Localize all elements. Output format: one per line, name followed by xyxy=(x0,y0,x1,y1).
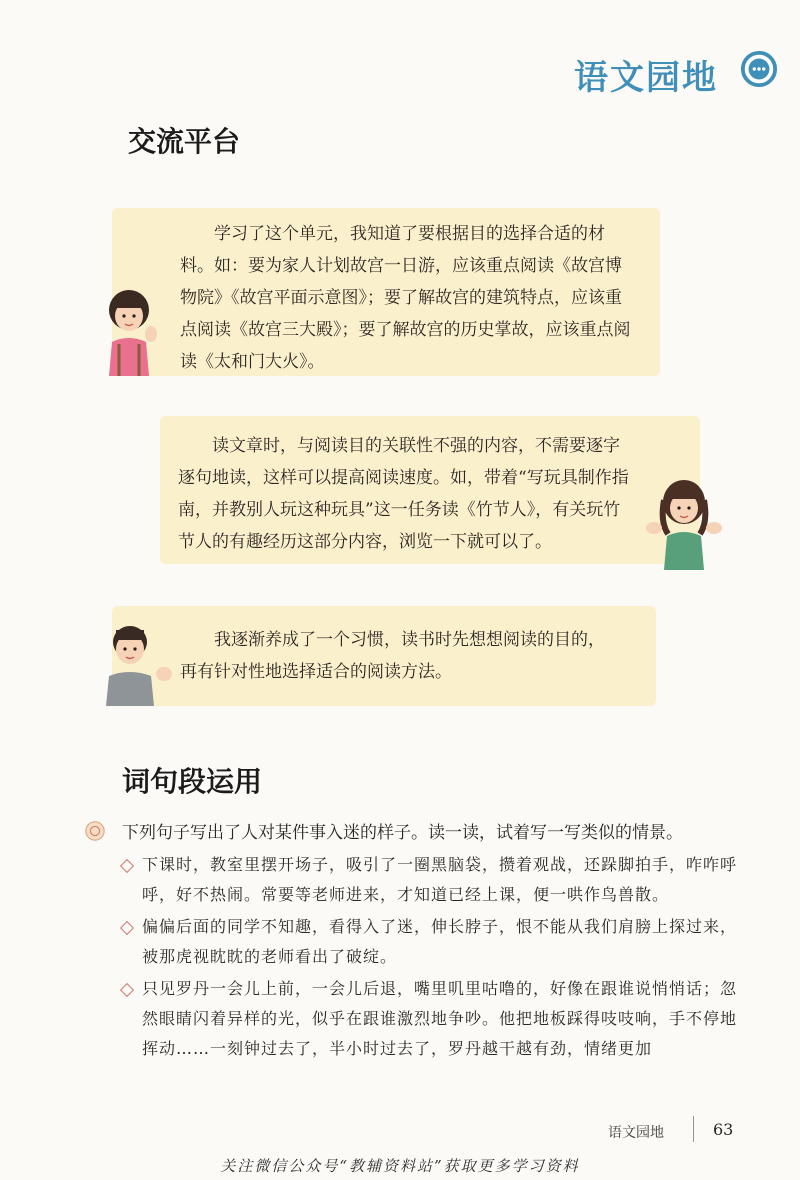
speech-panel-2 xyxy=(160,416,700,564)
speech-panel-3-text: 我逐渐养成了一个习惯，读书时先想想阅读的目的，再有针对性地选择适合的阅读方法。 xyxy=(180,630,605,682)
speech-panel-1-text: 学习了这个单元，我知道了要根据目的选择合适的材料。如：要为家人计划故宫一日游，应该重点阅读《故宫博物院》《故宫平面示意图》；要了解故宫的建筑特点，应该重点阅读《故宫三大殿》；要了解故宫的历史掌故，应该重点阅读《太和门大火》。 xyxy=(180,224,631,372)
example-list xyxy=(120,850,740,1066)
boy-avatar-icon xyxy=(100,620,176,706)
example-text-2: 偏偏后面的同学不知趣，看得入了迷，伸长脖子，恨不能从我们肩膀上探过来，被那虎视眈眈的老师看出了破绽。 xyxy=(142,917,738,966)
speech-bubble-icon xyxy=(740,50,778,88)
speech-panel-3 xyxy=(112,606,656,706)
example-text-3: 只见罗丹一会儿上前，一会儿后退，嘴里叽里咕噜的，好像在跟谁说悄悄话；忽然眼睛闪着异样的光，似乎在跟谁激烈地争吵。他把地板踩得吱吱响，手不停地挥动……一刻钟过去了，半小时过去了，罗丹越干越有劲，情绪更加 xyxy=(142,979,738,1058)
girl-avatar-2-icon xyxy=(644,478,722,570)
example-item-1 xyxy=(120,850,740,910)
diamond-bullet-icon xyxy=(120,859,134,873)
footer-section-label: 语文园地 xyxy=(608,1125,664,1141)
task-instruction: 下列句子写出了人对某件事入迷的样子。读一读，试着写一写类似的情景。 xyxy=(122,823,683,843)
diamond-bullet-icon xyxy=(120,983,134,997)
girl-avatar-icon xyxy=(96,288,166,376)
page-number: 63 xyxy=(713,1120,734,1139)
footer-divider xyxy=(693,1116,694,1142)
task-badge-icon xyxy=(84,820,106,842)
page-header-title: 语文园地 xyxy=(574,58,718,98)
example-text-1: 下课时，教室里摆开场子，吸引了一圈黑脑袋，攒着观战，还跺脚拍手，咋咋呼呼，好不热闹。常要等老师进来，才知道已经上课，便一哄作鸟兽散。 xyxy=(142,855,738,904)
section-title-exchange: 交流平台 xyxy=(128,125,241,158)
example-item-2 xyxy=(120,912,740,972)
watermark-text: 关注微信公众号“教辅资料站”获取更多学习资料 xyxy=(220,1157,580,1175)
example-item-3 xyxy=(120,974,740,1064)
diamond-bullet-icon xyxy=(120,921,134,935)
speech-panel-2-text: 读文章时，与阅读目的关联性不强的内容，不需要逐字逐句地读，这样可以提高阅读速度。如，带着“写玩具制作指南，并教别人玩这种玩具”这一任务读《竹节人》，有关玩竹节人的有趣经历这部分内容，浏览一下就可以了。 xyxy=(178,436,629,552)
speech-panel-1 xyxy=(112,208,660,376)
section-title-words: 词句段运用 xyxy=(122,765,263,798)
